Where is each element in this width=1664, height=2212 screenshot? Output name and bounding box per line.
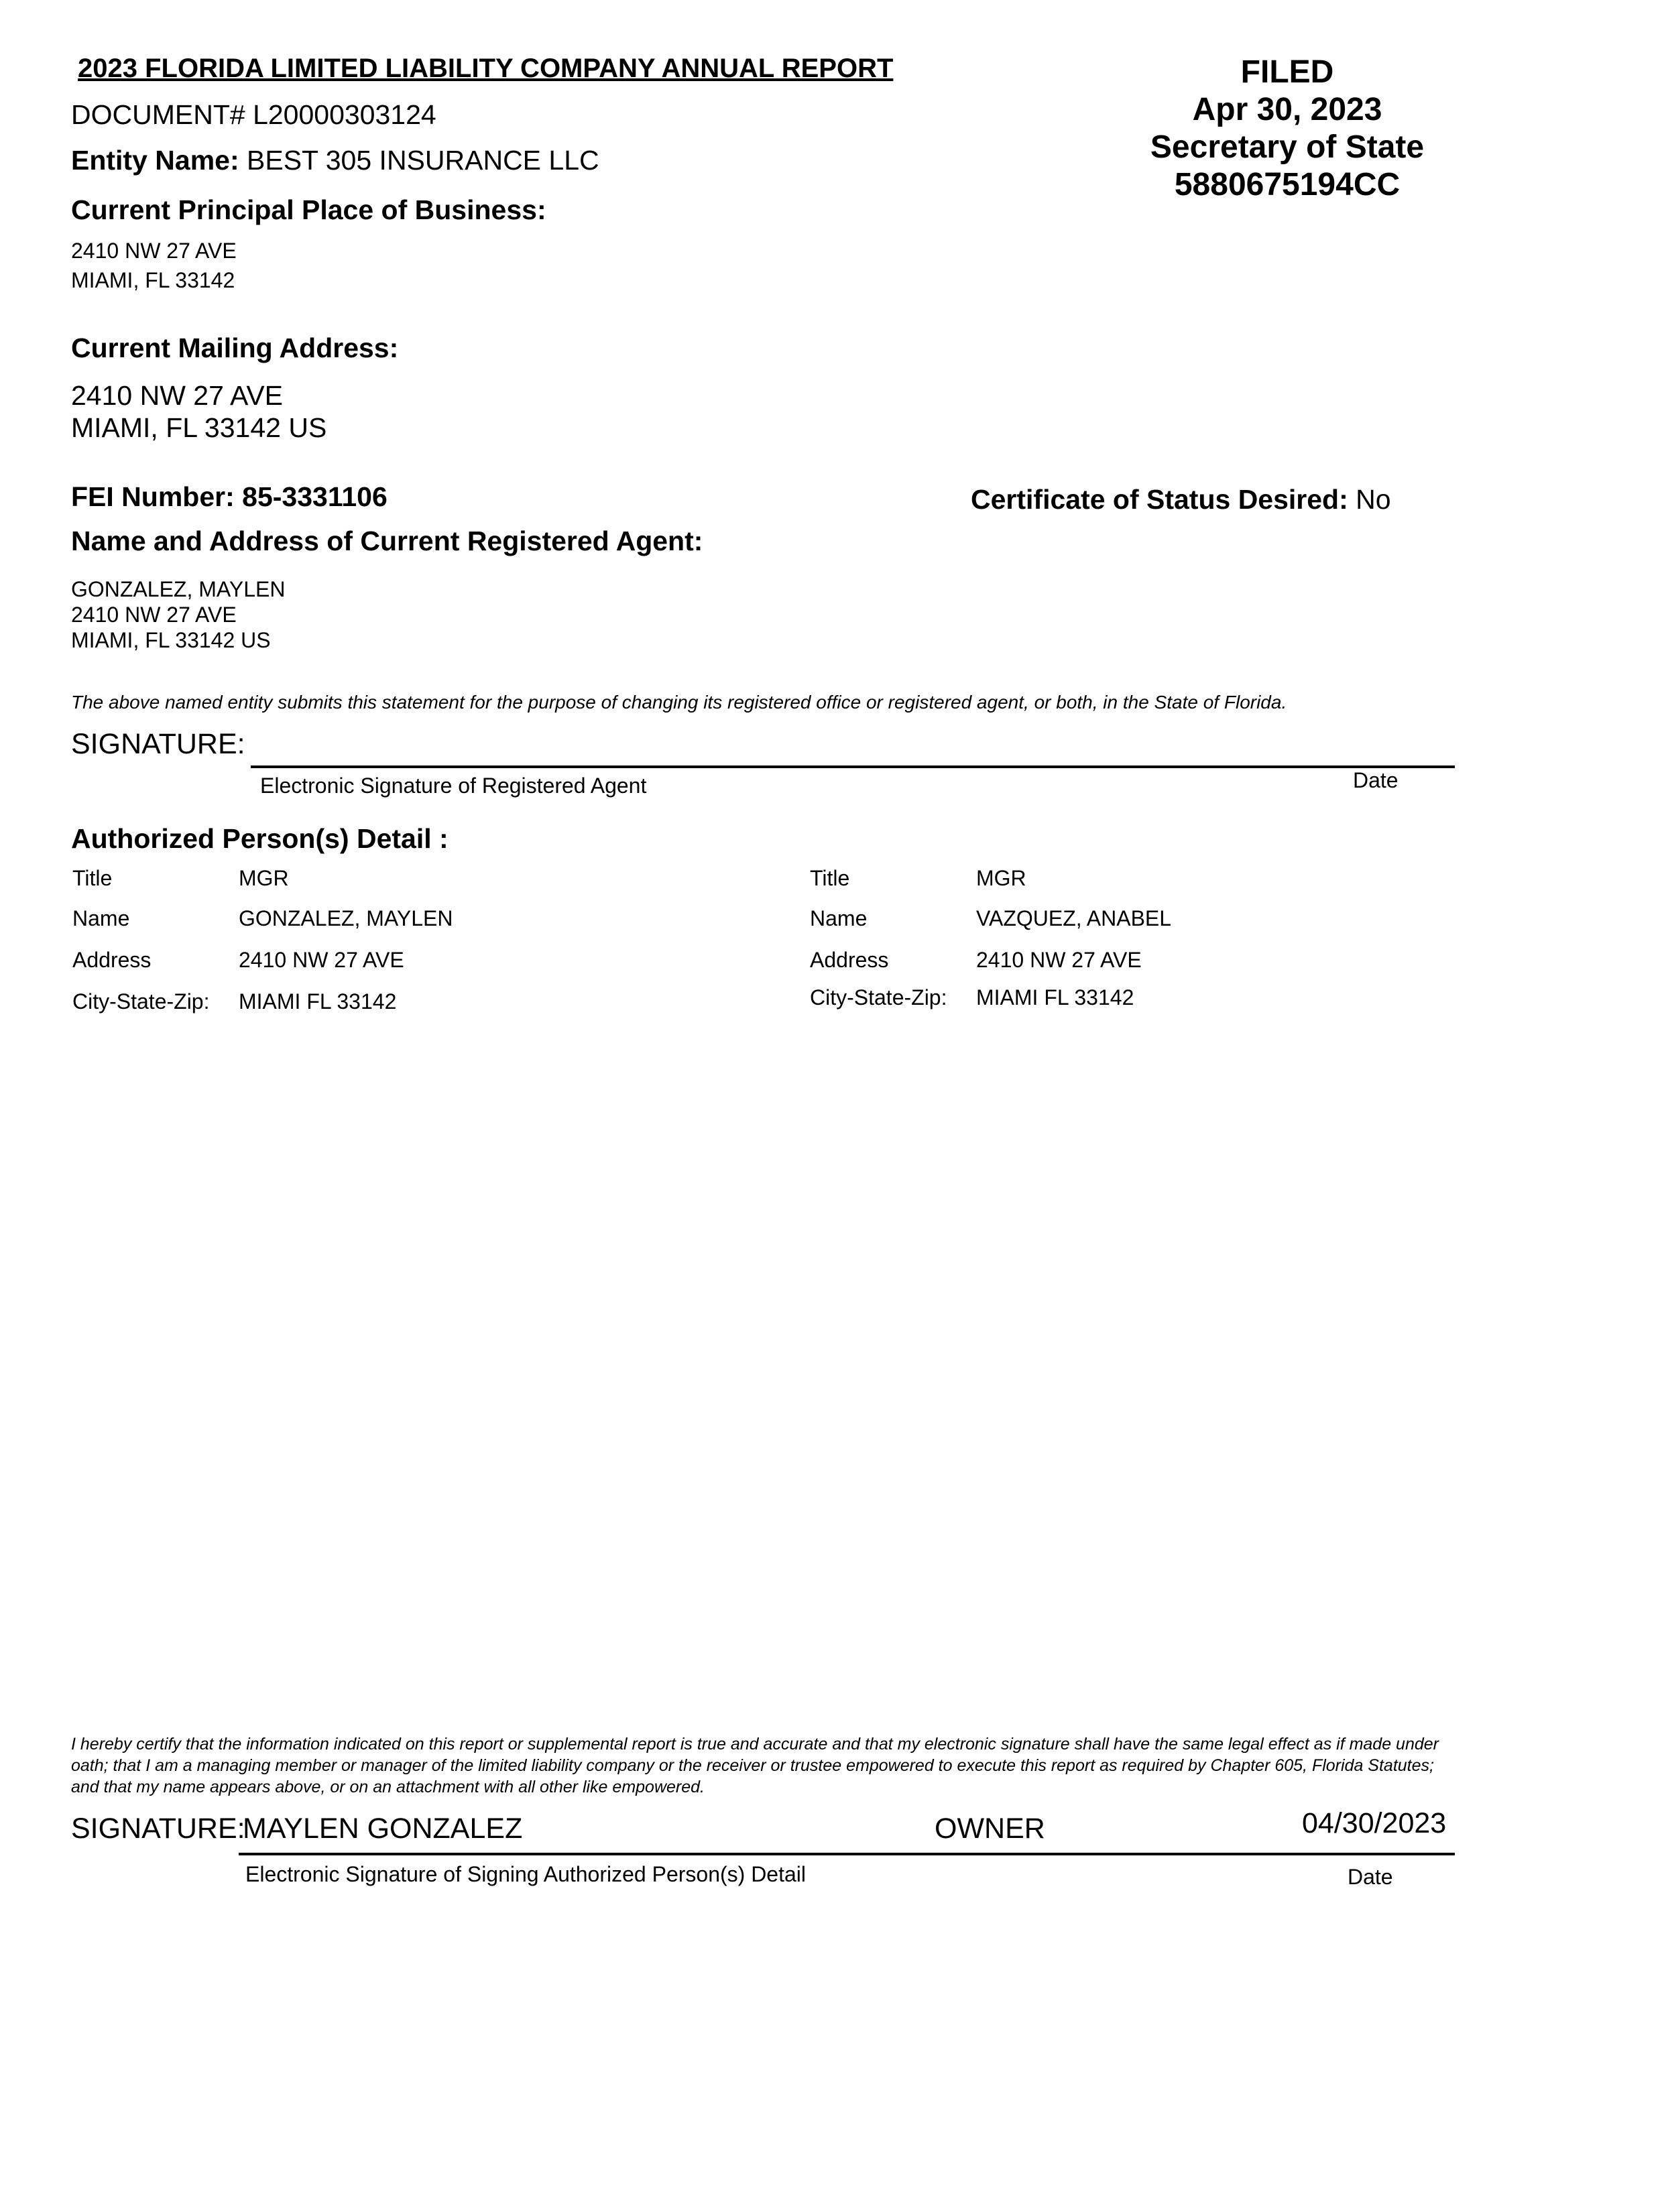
mailing-address-label: Current Mailing Address: <box>71 332 399 363</box>
filed-date: Apr 30, 2023 <box>1192 92 1382 127</box>
person-2-title: MGR <box>976 866 1026 890</box>
person-2-name: VAZQUEZ, ANABEL <box>976 906 1172 930</box>
agent-signature-label: SIGNATURE: <box>71 728 245 760</box>
authorized-signature-label: SIGNATURE: <box>71 1812 245 1845</box>
person-1-address: 2410 NW 27 AVE <box>239 948 404 972</box>
person-1-title: MGR <box>239 866 289 890</box>
person-2-csz-label: City-State-Zip: <box>810 985 947 1009</box>
entity-name-row <box>71 145 599 176</box>
agent-signature-caption: Electronic Signature of Registered Agent <box>260 774 647 798</box>
registered-agent-label: Name and Address of Current Registered Agent: <box>71 526 703 556</box>
principal-address-line-1: 2410 NW 27 AVE <box>71 239 237 263</box>
person-1-name-label: Name <box>72 906 130 930</box>
filed-number: 5880675194CC <box>1174 167 1401 202</box>
agent-name: GONZALEZ, MAYLEN <box>71 577 286 601</box>
person-2-csz: MIAMI FL 33142 <box>976 985 1134 1009</box>
fei-row <box>71 481 388 513</box>
agent-signature-date-caption: Date <box>1353 768 1399 792</box>
person-2-address: 2410 NW 27 AVE <box>976 948 1142 972</box>
agent-signature-line <box>251 765 1455 768</box>
entity-name-value: BEST 305 INSURANCE LLC <box>247 145 599 176</box>
document-number: DOCUMENT# L20000303124 <box>71 99 436 130</box>
person-2-address-label: Address <box>810 948 889 972</box>
fei-number: 85-3331106 <box>242 481 388 512</box>
authorized-signature-line <box>239 1853 1455 1855</box>
authorized-signature-date-caption: Date <box>1348 1865 1393 1889</box>
certificate-status-row <box>971 484 1391 515</box>
person-2-title-label: Title <box>810 866 850 890</box>
registered-agent-address <box>71 576 285 653</box>
person-1-address-label: Address <box>72 948 152 972</box>
authorized-signer-title: OWNER <box>935 1812 1045 1845</box>
person-1-csz: MIAMI FL 33142 <box>239 989 397 1013</box>
entity-name-label: Entity Name: <box>71 145 239 176</box>
authorized-signer-name: MAYLEN GONZALEZ <box>243 1812 523 1845</box>
fei-label: FEI Number: <box>71 481 235 512</box>
mailing-address-line-2: MIAMI, FL 33142 US <box>71 412 327 443</box>
principal-place-label: Current Principal Place of Business: <box>71 194 546 225</box>
person-1-name: GONZALEZ, MAYLEN <box>239 906 453 930</box>
filed-stamp <box>1100 54 1475 204</box>
agent-city: MIAMI, FL 33142 US <box>71 628 271 652</box>
certificate-status-label: Certificate of Status Desired: <box>971 484 1348 515</box>
certificate-status-value: No <box>1356 484 1391 515</box>
report-title: 2023 FLORIDA LIMITED LIABILITY COMPANY ANNUAL REPORT <box>78 54 894 83</box>
filed-office: Secretary of State <box>1150 129 1425 165</box>
mailing-address-line-1: 2410 NW 27 AVE <box>71 380 284 411</box>
principal-address-line-2: MIAMI, FL 33142 <box>71 268 235 292</box>
person-2-name-label: Name <box>810 906 868 930</box>
person-1-title-label: Title <box>72 866 113 890</box>
authorized-signature-date: 04/30/2023 <box>1302 1807 1447 1839</box>
filed-status: FILED <box>1240 54 1334 90</box>
agent-statement: The above named entity submits this statement for the purpose of changing its registered office or registered agent, or both, in the State of Florida. <box>71 692 1287 713</box>
authorized-signature-caption: Electronic Signature of Signing Authorized Person(s) Detail <box>245 1862 806 1886</box>
mailing-address <box>71 379 326 444</box>
principal-address <box>71 236 237 295</box>
authorized-persons-title: Authorized Person(s) Detail : <box>71 823 449 854</box>
agent-street: 2410 NW 27 AVE <box>71 603 237 627</box>
certification-text: I hereby certify that the information indicated on this report or supplemental report is true and accurate and that my electronic signature shall have the same legal effect as if made under oath; that I am a managing member or manager of the limited liability company or the receiver or trustee empowered to execute this report as required by Chapter 605, Florida Statutes; and that my name appears above, or on an attachment with all other like empowered. <box>71 1735 1439 1796</box>
person-1-csz-label: City-State-Zip: <box>72 989 210 1013</box>
